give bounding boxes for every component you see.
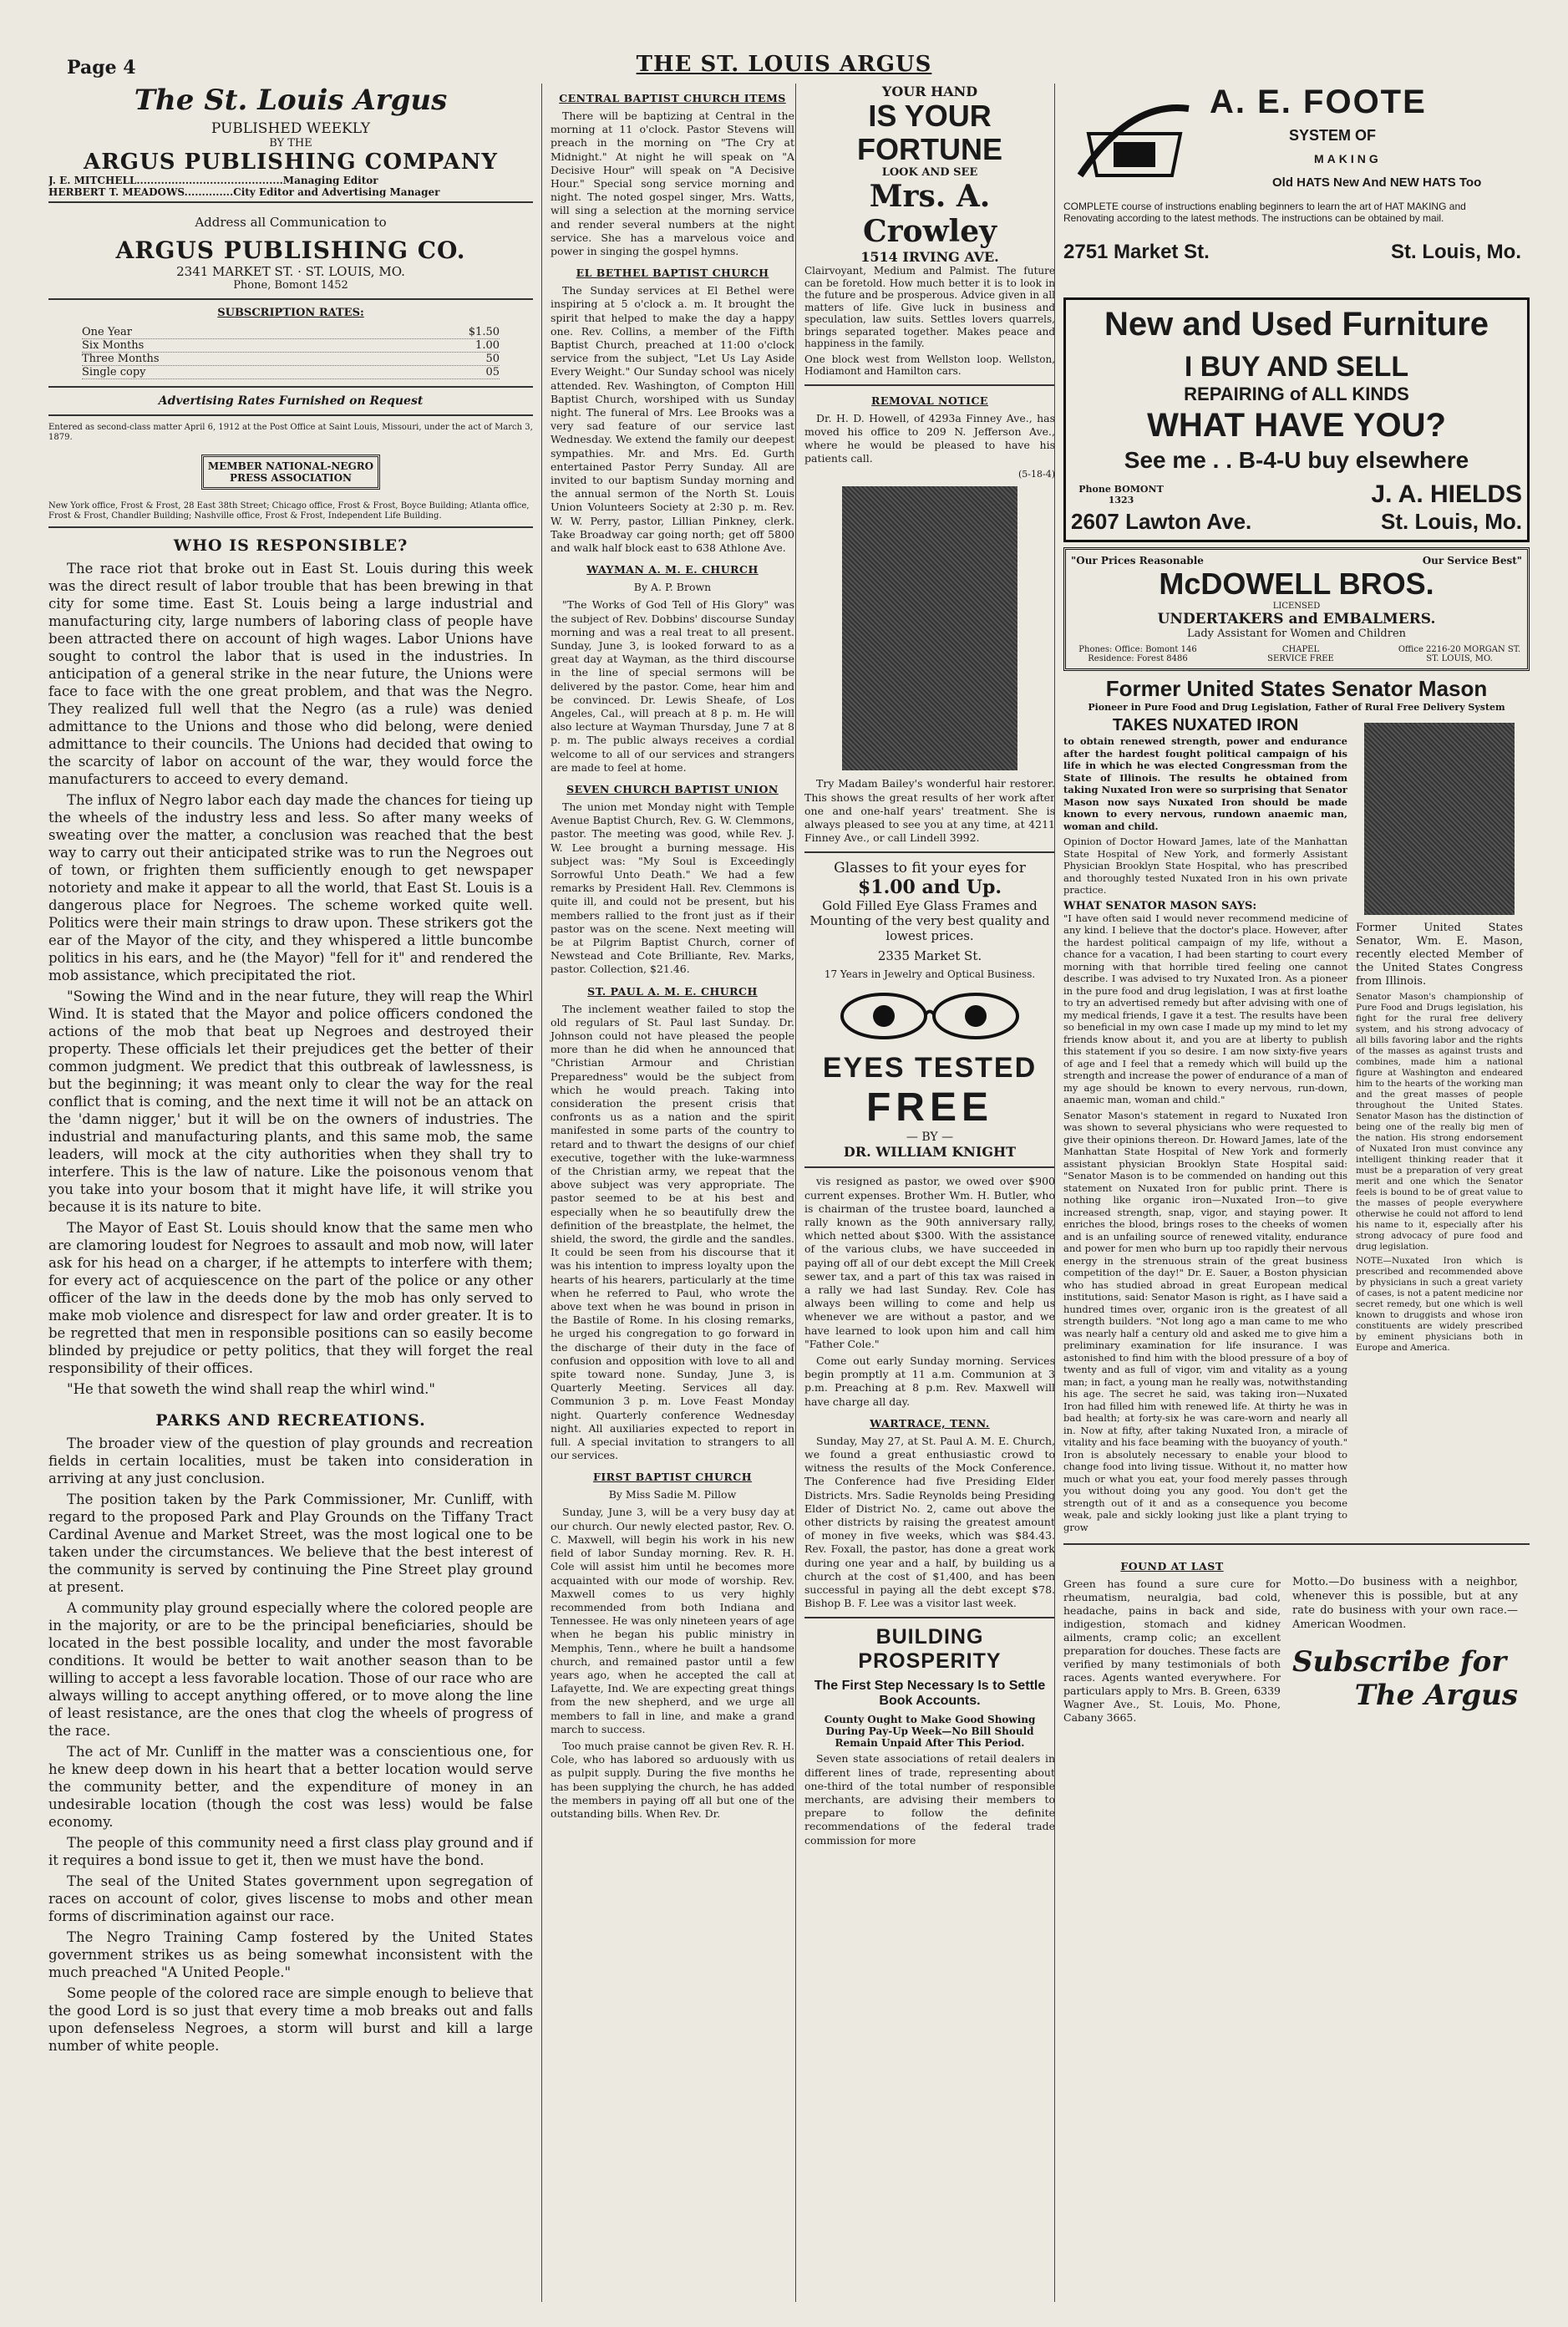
paragraph: The Mayor of East St. Louis should know that the same men who are clamoring loudest for Negroes to assault and mob now, will later ask for his head on a charger, if he attempts to interfere with them; for every act of acquiescence on the part of the police or any other officer of the law in the deeds done by the mob has only served to make mob violence and disrespect for law and order greater. It is to be regretted that men in responsible positions can so easily become blinded by prejudice or petty politics, that they will forget the real responsibility of their offices. — [48, 1220, 533, 1376]
paragraph: The seal of the United States government upon segregation of races on account of color, gives liscense to mobs and other mean forms of discrimination against our race. — [48, 1873, 533, 1924]
eyes-tested-headline: EYES TESTED — [822, 1052, 1038, 1085]
address-block — [48, 215, 533, 292]
foote-address: 2751 Market St. — [1063, 241, 1210, 263]
found-at-last-body: Green has found a sure cure for rheumatism, neuralgia, bad cold, headache, pains in back and side, indigestion, stomach and kidney ailments, cramp colic; an excellent preparation for douches. These facts are verified by many testimonials of both races. Agents wanted everywhere. For particulars apply to Mrs. B. Green, 6339 Wagner Ave., St. Louis, Mo. Phone, Cabany 3665. — [1063, 1578, 1281, 1724]
mcdowell-ad — [1063, 547, 1530, 671]
address-company: ARGUS PUBLISHING CO. — [115, 236, 466, 264]
furniture-headline: New and Used Furniture — [1104, 306, 1489, 343]
mcdowell-office: Office 2216-20 MORGAN ST. ST. LOUIS, MO. — [1398, 645, 1521, 663]
furniture-repairing: REPAIRING of ALL KINDS — [1184, 384, 1409, 404]
editorial-body — [48, 1435, 533, 2055]
section-body — [551, 598, 794, 775]
rate-label: Six Months — [82, 339, 145, 352]
paragraph: The union met Monday night with Temple Avenue Baptist Church, Rev. G. W. Clemmons, pastor. The meeting was good, while Rev. J. W. Lee brought a burning message. His subject was: "My Soul is Exceedingly Sorrowful Unto Death." We had a few remarks by President Hall. Rev. Clemmons is quite ill, and could not be present, but his members rallied to the front just as if their pastor was on the scene. Next meeting will be at Pilgrim Baptist Church, corner of Newstead and Cote Brilliante, Rev. Marks, pastor. Collection, $21.46. — [551, 800, 794, 976]
masthead-title: The St. Louis Argus — [134, 84, 448, 117]
notice-code: (5-18-4) — [1017, 469, 1055, 480]
rate-row — [82, 326, 500, 339]
paragraph: Some people of the colored race are simple enough to believe that the good Lord is so just that every time a mob breaks out and falls upon defenseless Negroes, a storm will burst and kill a large number of white people. — [48, 1985, 533, 2054]
building-prosperity-deck: County Ought to Make Good Showing During Pay-Up Week—No Bill Should Remain Unpaid After This Period. — [824, 1714, 1036, 1750]
branch-offices: New York office, Frost & Frost, 28 East 38th Street; Chicago office, Frost & Frost, Boyce Building; Atlanta office, Frost & Frost, Chandler Building; Nashville office, Frost & Frost, Independent Life Building. — [48, 501, 533, 528]
building-prosperity-body: Seven state associations of retail dealers in different lines of trade, representing about one-third of the total number of responsible merchants, are advising their members to prepare to follow the definite recommendations of the federal trade commission for more — [804, 1752, 1055, 1847]
eyes-by: — BY — — [906, 1130, 954, 1145]
mason-body: Senator Mason's statement in regard to Nuxated Iron was shown to several physicians who were requested to give their opinions thereon. Dr. Howard James, late of the Manhattan State Hospital of New York and formerly assistant physician Brooklyn State Hospital said: "Senator Mason is to be commended on handing out this statement on Nuxated Iron for public print. There is nothing like organic iron—Nuxated Iron—to give increased strength, snap, vigor, and staying power. It enriches the blood, brings roses to the cheeks of women and is an unfailing source of renewed vitality, endurance and power for men who burn up too rapidly their nervous energy in the strenuous strain of the great business competition of the day!" Dr. E. Sauer, a Boston physician who has studied abroad in great European medical institutions, said: Senator Mason is right, as I have said a hundred times over, organic iron is the greatest of all strength builders. "Not long ago a man came to me who was nearly half a century old and asked me to give him a preliminary examination for life insurance. I was astonished to find him with the blood pressure of a boy of twenty and as full of vigor, vim and vitality as a young man; in fact, a young man he really was, notwithstanding his age. The secret he said, was taking iron—Nuxated Iron had filled him with renewed life. At thirty he was in bad health; at forty-six he was care-worn and nearly all in. Now at fifty, after taking Nuxated Iron, a miracle of vitality and his face beaming with the buoyancy of youth." Iron is absolutely necessary to enable your blood to change food into living tissue. Without it, no matter how much or what you eat, your food merely passes through you without doing you any good. You don't get the strength out of it and as a consequence you become weak, pale and sickly looking just like a plant trying to grow — [1063, 1109, 1347, 1533]
fortune-ad-body: Clairvoyant, Medium and Palmist. The future can be foretold. How much better it is to look in the future and be prosperous. Advice given in all matters of life. Give luck in business and speculation, law suits. Settles lovers quarrels, brings separated together. Makes peace and happiness in the family. — [804, 265, 1055, 349]
portrait-photo — [842, 486, 1017, 770]
mason-sidebar: Senator Mason's championship of Pure Food and Drugs legislation, his fight for the rural free delivery system, and his strong advocacy of all bills favoring labor and the rights of the masses as against trusts and combines, made him a national figure at Washington and endeared him to the hearts of the working man and the great masses of people throughout the United States. Senator Mason has the distinction of being one of the really big men of the nation. His strong endorsement of Nuxated Iron must convince any intelligent thinking reader that it must be a preparation of very great merit and one which the Senator feels is bound to be of great value to the masses of people everywhere otherwise he could not afford to lend his name to it, especially after his strong advocacy of pure food and drug legislation. — [1356, 992, 1523, 1252]
column-3 — [795, 84, 1055, 2302]
rate-label: One Year — [82, 326, 132, 338]
eyeglasses-icon — [830, 987, 1030, 1045]
section-title: WAYMAN A. M. E. CHURCH — [586, 563, 759, 577]
glasses-ad-price: $1.00 and Up. — [857, 876, 1002, 899]
divider — [48, 298, 533, 300]
paragraph: The influx of Negro labor each day made the chances for tieing up the wheels of the industry less and less. So after many weeks of sweating over the matter, a conclusion was reached that the best way to carry out their anticipated strike was to run the Negroes out of town, or frighten them sufficiently enough to get newspaper notoriety and make it appear to all the world, that East St. Louis is a dangerous place for Negroes. The scheme worked quite well. Politics were their main strings to draw upon. These strikers got the ear of the Mayor of the city, and they whispered a little buncombe politics in his ears, and he (the Mayor) "fell for it" and rendered the mob assistance, which precipitated the riot. — [48, 792, 533, 983]
mason-says: WHAT SENATOR MASON SAYS: — [1063, 899, 1257, 912]
foote-body: COMPLETE course of instructions enabling beginners to learn the art of HAT MAKING and Renovating according to the latest methods. The instructions can be obtained by mail. — [1063, 201, 1466, 224]
section-body — [551, 1506, 794, 1821]
furniture-see-me: See me . . B-4-U buy elsewhere — [1124, 447, 1469, 473]
address-phone: Phone, Bomont 1452 — [233, 279, 348, 292]
fortune-ad-footer: One block west from Wellston loop. Wellston, Hodiamont and Hamilton cars. — [804, 353, 1055, 377]
mason-caption: Former United States Senator, Wm. E. Mason, recently elected Member of the United States Congress from Illinois. — [1356, 922, 1523, 988]
paragraph: Sunday, June 3, will be a very busy day at our church. Our newly elected pastor, Rev. O. C. Maxwell, will begin his work in his new field of labor Sunday morning. Rev. R. H. Cole will assist him until he becomes more acquainted with our mode of worship. Rev. Maxwell comes to us very highly recommended from both Indiana and Tennessee. He was only nineteen years of age when he began his public ministry in Memphis, Tenn., where he built a handsome church, and remained pastor until a few years ago, when he accepted the call at Lafayette, Ind. We are expecting great things from the new shepherd, and we urge all members to fall in line, and make a grand march to success. — [551, 1506, 794, 1735]
removal-notice: Dr. H. D. Howell, of 4293a Finney Ave., has moved his office to 209 N. Jefferson Ave., where he would be pleased to have his patients call. — [804, 411, 1055, 465]
church-continued: vis resigned as pastor, we owed over $900 current expenses. Brother Wm. H. Butler, who is chairman of the trustee board, launched a rally known as the 90th anniversary rally, which netted about $300. With the assistance of the various clubs, we have succeeded in paying off all of our debt except the Mill Creek sewer tax, and a part of this tax was raised in a rally we had last Sunday. Rev. Cole has always been willing to come and help us whenever we are without a pastor, and we have learned to look upon him and call him "Father Cole." — [804, 1175, 1055, 1350]
senator-portrait — [1364, 723, 1515, 915]
mason-note: NOTE—Nuxated Iron which is prescribed and recommended above by physicians in such a great variety of cases, is not a patent medicine nor secret remedy, but one which is well known to druggists and whose iron constituents are widely prescribed by eminent physicians both in Europe and America. — [1356, 1256, 1523, 1353]
divider — [48, 414, 533, 416]
fortune-ad-address: 1514 IRVING AVE. — [860, 249, 999, 265]
divider — [804, 1617, 1055, 1618]
wartrace-article: Sunday, May 27, at St. Paul A. M. E. Church, we found a great enthusiastic crowd to witness the results of the Mock Conference. The Conference had five Presiding Elder Districts. Mrs. Sadie Reynolds being Presiding Elder of District No. 2, came out above the other districts by raising the greatest amount of money in five weeks, which was $84.43. Rev. Foxall, the pastor, has done a great work during one year and a half, by building us a church at the cost of $1,400, and has been successful in paying all the debt except $78. Bishop B. F. Lee was a visitor last week. — [804, 1434, 1055, 1610]
foote-ad — [1063, 84, 1530, 292]
motto: Motto.—Do business with a neighbor, whenever this is possible, but at any rate do business with your own race.—American Woodmen. — [1292, 1576, 1518, 1631]
section-body — [551, 109, 794, 258]
foote-hats: Old HATS New And NEW HATS Too — [1272, 175, 1482, 190]
fortune-ad-headline: IS YOUR FORTUNE — [857, 99, 1002, 166]
mason-intro: to obtain renewed strength, power and endurance after the hardest fought political campaign of his life in which he was elected Congressman from the State of Illinois. The results he obtained from taking Nuxated Iron were so surprising that Senator Mason now says Nuxated Iron should be made known to every nervous, rundown anaemic man, woman and child. — [1063, 735, 1347, 832]
furniture-ad — [1063, 297, 1530, 542]
editor-line-1: J. E. MITCHELL..........................................Managing Editor — [48, 175, 378, 186]
section-title: ST. PAUL A. M. E. CHURCH — [587, 984, 758, 998]
paragraph: A community play ground especially where the colored people are in the majority, or are to be the principal beneficiaries, should be located in the best possible locality, and under the most favorable conditions. It would be better to wait another season than to be willing to accept a less favorable location. Those of our race who are always willing to accept anything offered, or to move along the line of least resistance, are the ones that clog the wheels of progress of the race. — [48, 1600, 533, 1739]
mason-opinion: Opinion of Doctor Howard James, late of the Manhattan State Hospital of New York, and formerly Assistant Physician Brooklyn State Hospital, who has prescribed and thoroughly tested Nuxated Iron in his own private practice. — [1063, 836, 1347, 896]
section-title: REMOVAL NOTICE — [871, 394, 988, 407]
section-body — [551, 284, 794, 555]
rate-price: 05 — [485, 366, 500, 379]
editorial-title: PARKS AND RECREATIONS. — [155, 1411, 426, 1430]
advertising-rates: Advertising Rates Furnished on Request — [158, 394, 424, 408]
paragraph: Too much praise cannot be given Rev. R. H. Cole, who has labored so arduously with us as pulpit supply. During the five months he has been supplying the church, he has added the members in paying off all but one of the outstanding bills. When Rev. Dr. — [551, 1739, 794, 1820]
fortune-ad-name: Mrs. A. Crowley — [862, 179, 997, 249]
paragraph: The position taken by the Park Commissioner, Mr. Cunliff, with regard to the proposed Park and Play Grounds on the Tiffany Tract Cardinal Avenue and Market Street, was the most logical one to be taken under the circumstances. We believe that the best interest of the community is served by continuing the Pine Street play ground at present. — [48, 1491, 533, 1595]
divider — [804, 1166, 1055, 1168]
paragraph: The Negro Training Camp fostered by the United States government strikes us as being somewhat inconsistent with the much preached "A United People." — [48, 1929, 533, 1980]
glasses-ad-line: 17 Years in Jewelry and Optical Business. — [824, 968, 1036, 981]
page-number: Page 4 — [67, 57, 136, 79]
rate-price: $1.50 — [468, 326, 500, 338]
paragraph: The people of this community need a first class play ground and if it requires a bond issue to get it, then we must have the bond. — [48, 1835, 533, 1868]
section-body — [551, 1003, 794, 1463]
subscribe-headline: Subscribe for — [1292, 1645, 1507, 1679]
section-title: SEVEN CHURCH BAPTIST UNION — [566, 782, 779, 795]
byline: By A. P. Brown — [633, 581, 712, 594]
section-title: EL BETHEL BAPTIST CHURCH — [576, 267, 769, 280]
paragraph: "He that soweth the wind shall reap the whirl wind." — [67, 1381, 436, 1397]
mason-headline: Former United States Senator Mason — [1105, 676, 1488, 701]
paragraph: There will be baptizing at Central in the morning at 11 o'clock. Pastor Stevens will preach in the morning on "The Cry at Midnight." At night he will speak on "A Decisive Hour" will speak on "A Decisive Hour." Special song service morning and night. The noted gospel singer, Mrs. Watts, will sing a selection at the morning service and render several numbers at the night service. She has a marvelous voice and power in singing the gospel hymns. — [551, 109, 794, 258]
foote-name: A. E. FOOTE — [1210, 84, 1427, 120]
section-title: CENTRAL BAPTIST CHURCH ITEMS — [559, 92, 786, 104]
bailey-ad: Try Madam Bailey's wonderful hair restorer. This shows the great results of her work after one and one-half years' treatment. She is always pleased to see you at any time, at 4211 Finney Ave., or call Lindell 3992. — [804, 777, 1055, 845]
divider — [804, 384, 1055, 386]
masthead-company: ARGUS PUBLISHING COMPANY — [84, 150, 498, 175]
rate-price: 50 — [485, 353, 500, 365]
eyes-doctor: DR. WILLIAM KNIGHT — [843, 1144, 1017, 1161]
furniture-phone: Phone BOMONT 1323 — [1078, 484, 1164, 506]
paragraph: The broader view of the question of play grounds and recreation fields in certain localities, must be taken into consideration in arriving at any just conclusion. — [48, 1435, 533, 1486]
furniture-what: WHAT HAVE YOU? — [1147, 407, 1446, 444]
paragraph: The Sunday services at El Bethel were inspiring at 5 o'clock a. m. It brought the spirit that helped to make the day a happy one. Rev. Collins, a member of the Fifth Baptist Church, preached at 11:00 o'clock service from the subject, "Let Us Lay Aside Every Weight." Our Sunday school was nicely attended. Rev. Washington, of Compton Hill Baptist Church, worshiped with us Sunday night. The funeral of Mrs. Lee Brooks was a very sad feature of our service last Wednesday. We extend the family our deepest sympathies. Mr. and Mrs. Ed. Gurth entertained Pastor Perry Sunday. All are invited to our baptism Sunday morning and the annual sermon of the North St. Louis Union Volunteers Society at 2:30 p. m. Rev. W. W. Perry, pastor, Lillian Pinkney, clerk. Take Broadway car going north; get off 5800 and walk half block east to 638 Athlone Ave. — [551, 284, 794, 555]
hat-logo-icon — [1063, 84, 1197, 192]
divider — [1063, 1543, 1530, 1545]
editorial-title: WHO IS RESPONSIBLE? — [173, 536, 408, 555]
newspaper-name: THE ST. LOUIS ARGUS — [636, 52, 932, 77]
mcdowell-licensed: LICENSED — [1272, 602, 1321, 611]
glasses-ad-line: Gold Filled Eye Glass Frames and Mounting of the very best quality and lowest prices. — [809, 898, 1050, 944]
address-label: Address all Communication to — [195, 215, 387, 230]
byline: By Miss Sadie M. Pillow — [608, 1488, 737, 1501]
mason-takes: TAKES NUXATED IRON — [1112, 716, 1299, 734]
building-prosperity-subtitle: The First Step Necessary Is to Settle Book Accounts. — [814, 1679, 1046, 1709]
address-street: 2341 MARKET ST. · ST. LOUIS, MO. — [176, 264, 405, 279]
paragraph: The inclement weather failed to stop the old regulars of St. Paul last Sunday. Dr. Johnson could not have pleased the people more than he did when he announced that "Christian Armour and Christian Preparedness" would be the subject from which he would preach. Taking into consideration the present crisis that confronts us as a nation and the spirit manifested in some parts of the country to retard and to thwart the designs of our chief executive, together with the luke-warmness of the Christian army, we repeat that the above subject was very appropriate. The pastor seemed to be at his best and especially when he so beautifully drew the definition of the breastplate, the helmet, the shield, the sword, the girdle and the sandles. It could be seen from his discourse that it was his intention to impress loyalty upon the hearts of his hearers, particularly at the time when he referred to Paul, who wrote the above text when he was bound in prison in the Bastile of Rome. In his closing remarks, he urged his congregation to go forward in the discharge of their duty in the face of confusion and opposition with love to all and spite toward none. Sunday, June 3, is Quarterly Meeting. Services all day. Communion 3 p. m. Love Feast Monday night. Quarterly conference Wednesday night. All auxiliaries expected to report in full. A special invitation to strangers to all our services. — [551, 1002, 794, 1462]
column-1 — [48, 84, 533, 2302]
paragraph: "The Works of God Tell of His Glory" was the subject of Rev. Dobbins' discourse Sunday morning and was a real treat to all present. Sunday, June 3, is looked forward to as a great day at Wayman, as the third discourse in the line of special sermons will be delivered by the pastor. Come, hear him and be convinced. Dr. Lewis Sheafe, of Los Angeles, Cal., will preach at 8 p. m. He will also lecture at Wayman Thursday, June 7 at 8 p. m. The public always receives a cordial welcome to all of our services and strangers are made to feel at home. — [551, 598, 794, 774]
editor-line-2: HERBERT T. MEADOWS..............City Editor and Advertising Manager — [48, 186, 533, 203]
column-2 — [541, 84, 794, 2302]
rate-label: Three Months — [82, 353, 160, 365]
fortune-ad-look: LOOK AND SEE — [881, 166, 978, 179]
section-title: WARTRACE, TENN. — [870, 1416, 990, 1430]
paragraph: The act of Mr. Cunliff in the matter was a conscientious one, for he knew deep down in his heart that a better location would serve the community better, and the expenditure of money in an undesirable location (though the cost was less) would be false economy. — [48, 1744, 533, 1830]
divider — [804, 851, 1055, 853]
rate-row — [82, 366, 500, 379]
foote-making: MAKING — [1314, 152, 1382, 165]
foote-system: SYSTEM OF — [1289, 127, 1377, 144]
page-header — [0, 0, 1568, 79]
masthead — [48, 84, 533, 175]
mason-subhead: Pioneer in Pure Food and Drug Legislation, Father of Rural Free Delivery System — [1088, 702, 1505, 713]
press-association-badge: MEMBER NATIONAL-NEGRO PRESS ASSOCIATION — [201, 455, 380, 490]
rate-label: Single copy — [82, 366, 146, 379]
furniture-city: St. Louis, Mo. — [1381, 509, 1522, 534]
glasses-ad — [804, 860, 1055, 1160]
divider — [48, 386, 533, 388]
mason-body: "I have often said I would never recommend medicine of any kind. I believe that the doctor's place. However, after the hardest political campaign of my life, without a chance for a vacation, I had been starting to court every morning with that horrible tired feeling one cannot describe. I was advised to try Nuxated Iron. As a pioneer in the pure food and drug legislation, I was at first loathe to try an advertised remedy but after advising with one of my medical friends, I gave it a test. The results have been so beneficial in my own case I made up my mind to let my friends know about it, and you are at liberty to publish this statement if you so desire. I am now sixty-five years of age and I feel that a remedy which will build up the strength and increase the power of endurance of a man of my age should be known to every nervous, run-down, anaemic man, woman and child." — [1063, 912, 1348, 1105]
church-continued: Come out early Sunday morning. Services begin promptly at 11 a.m. Communion at 3 p.m. Preaching at 8 p.m. Rev. Maxwell will have charge all day. — [804, 1354, 1055, 1408]
glasses-ad-line: Glasses to fit your eyes for — [834, 860, 1026, 877]
building-prosperity-title: BUILDING PROSPERITY — [858, 1625, 1002, 1674]
mcdowell-prices: "Our Prices Reasonable — [1071, 555, 1204, 567]
mcdowell-lady: Lady Assistant for Women and Children — [1186, 627, 1407, 640]
foote-city: St. Louis, Mo. — [1391, 241, 1521, 263]
mcdowell-service: Our Service Best" — [1422, 555, 1522, 567]
furniture-buy-sell: I BUY AND SELL — [1184, 351, 1409, 383]
subscribe-argus: The Argus — [1354, 1679, 1518, 1712]
mcdowell-undertakers: UNDERTAKERS and EMBALMERS. — [1157, 611, 1436, 627]
entry-notice: Entered as second-class matter April 6, 1912 at the Post Office at Saint Louis, Missouri, under the act of March 3, 1879. — [48, 423, 533, 442]
eyes-free: FREE — [865, 1085, 993, 1130]
masthead-published: PUBLISHED WEEKLY — [211, 120, 371, 137]
editorial-body — [48, 560, 533, 1398]
furniture-address: 2607 Lawton Ave. — [1071, 509, 1252, 534]
rates-title: SUBSCRIPTION RATES: — [217, 307, 364, 319]
section-title: FIRST BAPTIST CHURCH — [592, 1471, 753, 1484]
rate-row — [82, 339, 500, 353]
section-title: FOUND AT LAST — [1120, 1560, 1224, 1573]
furniture-owner: J. A. HIELDS — [1371, 480, 1522, 508]
mcdowell-chapel: CHAPEL SERVICE FREE — [1267, 645, 1334, 663]
fortune-ad — [804, 84, 1055, 378]
subscription-rates — [82, 326, 500, 379]
mcdowell-phones: Phones: Office: Bomont 146 Residence: Forest 8486 — [1078, 645, 1197, 663]
rate-price: 1.00 — [475, 339, 500, 352]
masthead-by: BY THE — [269, 137, 312, 150]
fortune-ad-top: YOUR HAND — [881, 84, 978, 99]
section-body — [551, 800, 794, 977]
glasses-ad-address: 2335 Market St. — [877, 948, 982, 964]
paragraph: The race riot that broke out in East St. Louis during this week was the direct result of labor trouble that has been brewing in that city for some time. East St. Louis being a large industrial and manufacturing city, large numbers of laboring class of people have been attracted there on account of high wages. Labor Unions have sought to control the labor that is used in the industries. In anticipation of a general strike in the near future, the Unions were face to face with the one great problem, and that was the Negro. They realized full well that the Negro (as a rule) was denied admittance to the Unions and those who did belong, were denied admittance to their councils. The Unions had decided that owing to the scarcity of labor on account of the war, they would force the manufacturers to acceed to every demand. — [48, 561, 533, 787]
column-4 — [1054, 84, 1530, 2302]
mcdowell-name: McDOWELL BROS. — [1159, 567, 1434, 601]
rate-row — [82, 353, 500, 366]
paragraph: "Sowing the Wind and in the near future, they will reap the Whirl Wind. It is stated that the Mayor and police officers condoned the actions of the mob that beat up Negroes and destroyed their property. These officials let their prejudices get the better of their common judgment. We predict that this outbreak of lawlessness, is but the beginning; it was meant only to clear the way for the real conflict that is coming, and the next time it will not be an attack on the 'damn nigger,' but it will be on the owners of industries. The industrial and manufacturing plants, and this same mob, the same leaders, will mock at the city authorities when they shall try to interfere. This is the law of nature. Like the poisonous venom that you take into your bosom that it might have life, it will strike you because it is its nature to bite. — [48, 988, 533, 1215]
